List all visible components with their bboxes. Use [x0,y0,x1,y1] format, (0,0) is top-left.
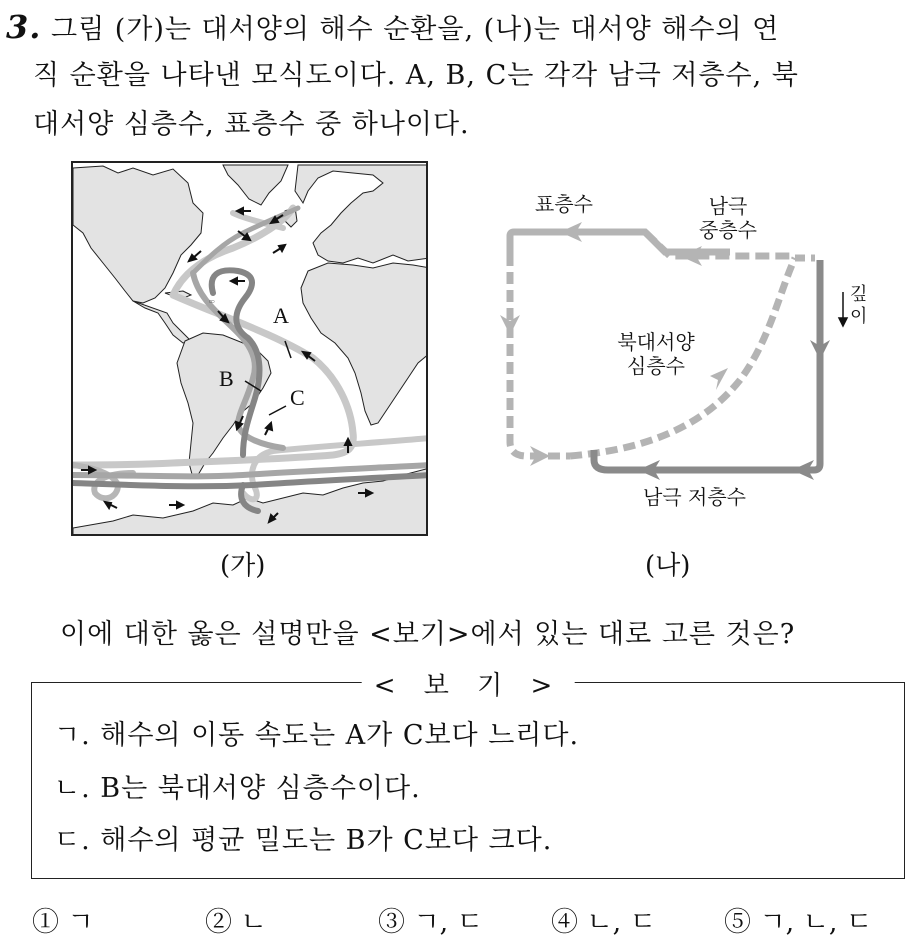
label-antarctic-intermediate-line2: 중층수 [699,218,757,242]
question-line-1 [6,10,779,47]
choice-1-number: ① [32,907,59,938]
label-surface-water: 표층수 [535,192,593,216]
choice-4-number: ④ [551,907,578,938]
figure-a-caption: (가) [220,551,266,581]
choice-2-text: ㄴ [240,907,267,938]
choice-5-text: ㄱ, ㄴ, ㄷ [759,907,873,938]
choice-2-number: ② [205,907,232,938]
choice-3-text: ㄱ, ㄷ [413,907,483,938]
choice-4[interactable] [551,900,656,939]
question-number: 3. [6,8,42,46]
bogi-item-3: ㄷ. 해수의 평균 밀도는 B가 C보다 크다. [54,825,553,856]
bogi-title: < 보 기 > [362,665,575,702]
choice-3-number: ③ [378,907,405,938]
choice-4-text: ㄴ, ㄷ [586,907,656,938]
map-small-mark: ထ [209,298,215,305]
label-depth [850,284,867,328]
question-text-1: 그림 (가)는 대서양의 해수 순환을, (나)는 대서양 해수의 연 [51,14,780,45]
label-antarctic-intermediate [692,194,764,242]
vertical-circulation-diagram [490,180,870,520]
choice-5[interactable] [724,900,872,939]
label-depth-line1: 깊 [850,284,868,305]
bogi-item-1: ㄱ. 해수의 이동 속도는 A가 C보다 느리다. [54,720,580,751]
current-label-c: C [290,385,305,410]
choice-2[interactable] [205,900,267,939]
question-prompt: 이에 대한 옳은 설명만을 <보기>에서 있는 대로 고른 것은? [60,619,796,650]
bogi-item-2: ㄴ. B는 북대서양 심층수이다. [54,773,421,804]
choice-1-text: ㄱ [67,907,94,938]
label-nadw-line2: 심층수 [627,354,685,378]
choice-5-number: ⑤ [724,907,751,938]
label-antarctic-intermediate-line1: 남극 [708,194,748,218]
label-depth-line2: 이 [850,306,868,327]
bogi-box [31,671,905,879]
map-graphic [73,163,428,536]
figure-b-caption: (나) [645,551,691,581]
label-nadw [606,330,706,378]
question-line-2: 직 순환을 나타낸 모식도이다. A, B, C는 각각 남극 저층수, 북 [33,60,799,91]
current-label-b: B [219,366,234,391]
label-aabw: 남극 저층수 [643,485,746,509]
question-line-3: 대서양 심층수, 표층수 중 하나이다. [33,109,470,140]
atlantic-circulation-map [71,161,428,536]
choice-1[interactable] [32,900,94,939]
label-nadw-line1: 북대서양 [617,330,695,354]
current-label-a: A [273,303,289,328]
choice-3[interactable] [378,900,483,939]
